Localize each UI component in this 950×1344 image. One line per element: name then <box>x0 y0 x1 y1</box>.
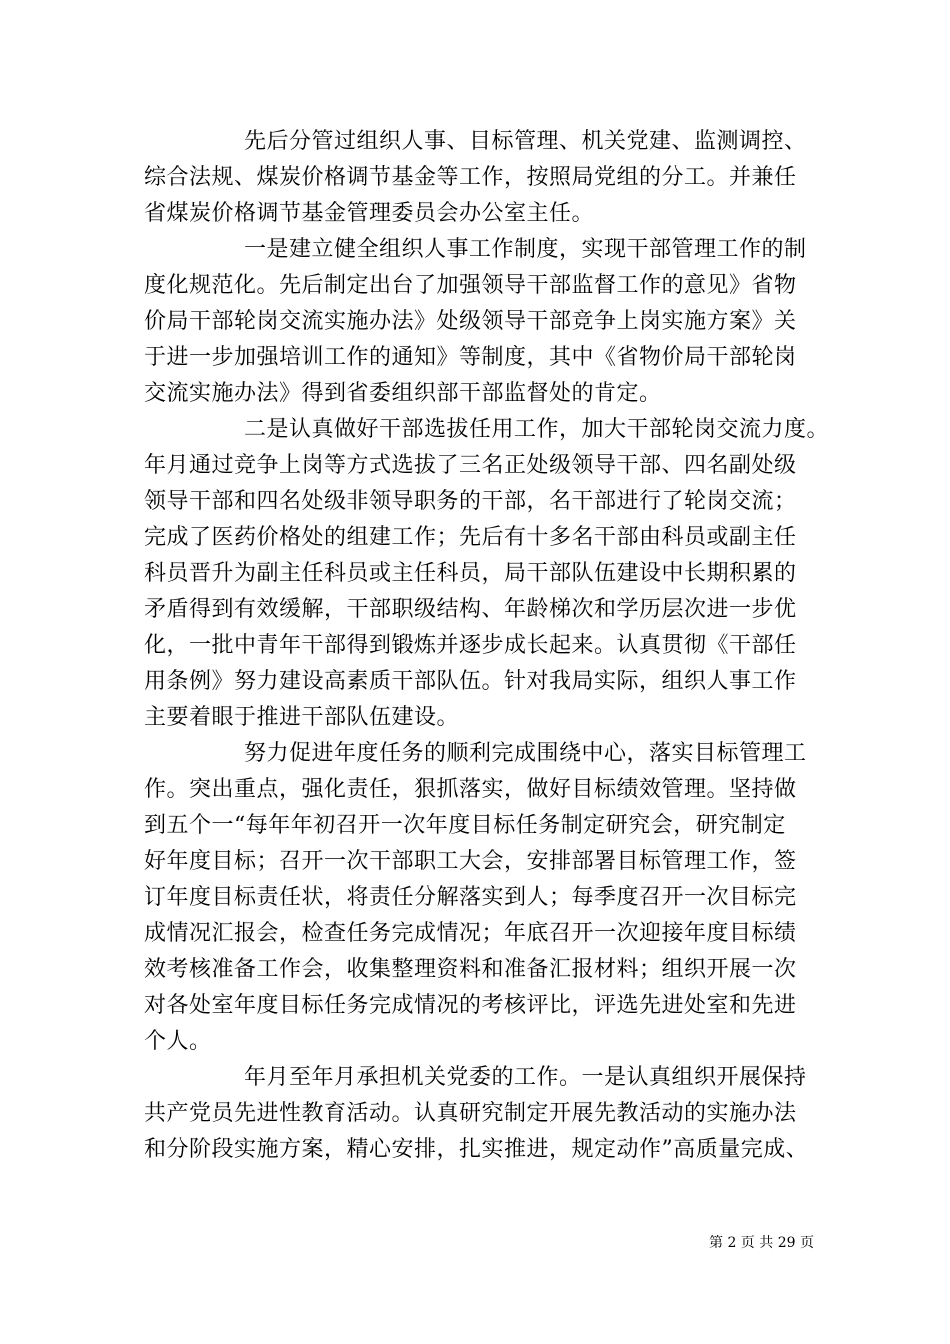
paragraph-line: 共产党员先进性教育活动。认真研究制定开展先教活动的实施办法 <box>144 1101 797 1126</box>
paragraph-line: 对各处室年度目标任务完成情况的考核评比，评选先进处室和先进 <box>144 993 797 1018</box>
paragraph-line: 价局干部轮岗交流实施办法》处级领导干部竞争上岗实施方案》关 <box>144 309 797 334</box>
paragraph-line: 作。突出重点，强化责任，狠抓落实，做好目标绩效管理。坚持做 <box>144 777 797 802</box>
paragraph-line: 年月通过竞争上岗等方式选拔了三名正处级领导干部、四名副处级 <box>144 453 797 478</box>
paragraph-line: 努力促进年度任务的顺利完成围绕中心，落实目标管理工 <box>244 741 807 766</box>
paragraph-line: 于进一步加强培训工作的通知》等制度，其中《省物价局干部轮岗 <box>144 345 797 370</box>
page-number-footer: 第 2 页 共 29 页 <box>709 1235 814 1251</box>
paragraph-line: 综合法规、煤炭价格调节基金等工作，按照局党组的分工。并兼任 <box>144 165 797 190</box>
paragraph-line: 效考核准备工作会，收集整理资料和准备汇报材料；组织开展一次 <box>144 957 797 982</box>
paragraph-line: 好年度目标；召开一次干部职工大会，安排部署目标管理工作，签 <box>144 849 797 874</box>
paragraph-line: 科员晋升为副主任科员或主任科员，局干部队伍建设中长期积累的 <box>144 561 797 586</box>
paragraph-line: 和分阶段实施方案，精心安排，扎实推进，规定动作”高质量完成、 <box>144 1137 809 1162</box>
paragraph-line: 订年度目标责任状，将责任分解落实到人；每季度召开一次目标完 <box>144 885 797 910</box>
paragraph-line: 省煤炭价格调节基金管理委员会办公室主任。 <box>144 201 595 226</box>
paragraph-line: 交流实施办法》得到省委组织部干部监督处的肯定。 <box>144 381 662 406</box>
paragraph-line: 二是认真做好干部选拔任用工作，加大干部轮岗交流力度。 <box>244 417 830 442</box>
paragraph-line: 个人。 <box>144 1029 212 1054</box>
paragraph-line: 到五个一“每年年初召开一次年度目标任务制定研究会，研究制定 <box>144 813 786 838</box>
paragraph-line: 先后分管过组织人事、目标管理、机关党建、监测调控、 <box>244 129 807 154</box>
paragraph-line: 成情况汇报会，检查任务完成情况；年底召开一次迎接年度目标绩 <box>144 921 797 946</box>
paragraph-line: 领导干部和四名处级非领导职务的干部，名干部进行了轮岗交流； <box>144 489 797 514</box>
paragraph-line: 完成了医药价格处的组建工作；先后有十多名干部由科员或副主任 <box>144 525 797 550</box>
paragraph-line: 矛盾得到有效缓解，干部职级结构、年龄梯次和学历层次进一步优 <box>144 597 797 622</box>
paragraph-line: 一是建立健全组织人事工作制度，实现干部管理工作的制 <box>244 237 807 262</box>
paragraph-line: 化，一批中青年干部得到锻炼并逐步成长起来。认真贯彻《干部任 <box>144 633 797 658</box>
paragraph-line: 主要着眼于推进干部队伍建设。 <box>144 705 460 730</box>
paragraph-line: 年月至年月承担机关党委的工作。一是认真组织开展保持 <box>244 1065 807 1090</box>
paragraph-line: 度化规范化。先后制定出台了加强领导干部监督工作的意见》省物 <box>144 273 797 298</box>
paragraph-line: 用条例》努力建设高素质干部队伍。针对我局实际，组织人事工作 <box>144 669 797 694</box>
